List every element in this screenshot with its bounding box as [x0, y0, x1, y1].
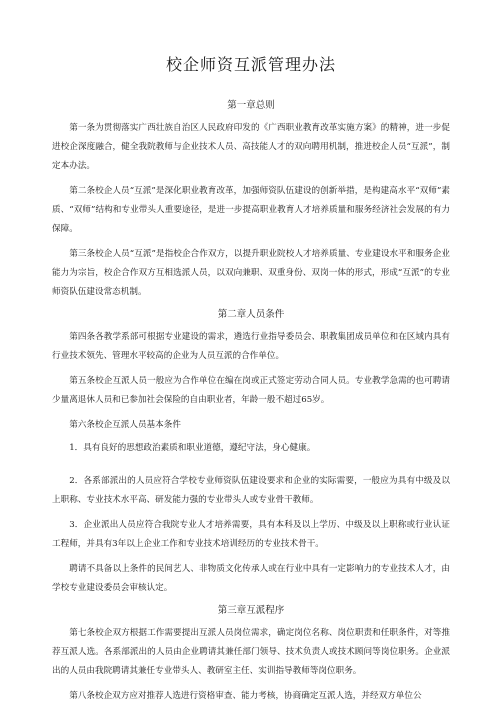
chapter-heading: 第三章互派程序 — [217, 605, 285, 616]
list-item: 1．具有良好的思想政治素质和职业道德，遵纪守法，身心健康。 — [69, 443, 316, 453]
list-item: 2．各系部派出的人员应符合学校专业师资队伍建设要求和企业的实际需要，一般应为具有中级及以上职称、专业技术水平高、研发能力强的专业带头人或专业骨干教师。 — [52, 476, 450, 505]
article-paragraph: 第三条校企人员“互派”是指校企合作双方，以提升职业院校人才培养质量、专业建设水平和服务企业能力为宗旨，校企合作双方互相选派人员，以双向兼职、双重身份、双岗一体的形式，形成“互派”的专业师资队伍建设常态机制。 — [52, 249, 450, 297]
article-paragraph: 第六条校企互派人员基本条件 — [69, 420, 181, 430]
article-paragraph: 聘请不具备以上条件的民间艺人、非物质文化传承人或在行业中具有一定影响力的专业技术人才，由学校专业建设委员会审核认定。 — [52, 564, 450, 593]
chapter-heading: 第一章总则 — [227, 100, 275, 111]
list-item: 3．企业派出人员应符合我院专业人才培养需要，具有本科及以上学历、中级及以上职称或行业认证工程师，并具有3年以上企业工作和专业技术培训经历的专业技术骨干。 — [52, 520, 450, 549]
document-title: 校企师资互派管理办法 — [165, 55, 336, 74]
article-paragraph: 第二条校企人员“互派”是深化职业教育改革，加强师资队伍建设的创新举措，是构建高水平“双师”素质、“双师”结构和专业带头人重要途径，是进一步提高职业教育人才培养质量和服务经济社会发展的有力保障。 — [52, 186, 450, 234]
article-paragraph: 第七条校企双方根据工作需要提出互派人员岗位需求，确定岗位名称、岗位职责和任职条件，对等推荐互派人选。各系部派出的人员由企业聘请其兼任部门领导、技术负责人或技术顾问等岗位职务。企业派出的人员由我院聘请其兼任专业带头人、教研室主任、实训指导教师等岗位职务。 — [52, 628, 450, 676]
article-paragraph: 第一条为贯彻落实广西壮族自治区人民政府印发的《广西职业教育改革实施方案》的精神，进一步促进校企深度融合，健全我院教师与企业技术人员、高技能人才的双向聘用机制，推进校企人员“互派”，制定本办法。 — [52, 123, 450, 171]
article-paragraph: 第八条校企双方应对推荐人选进行资格审查、能力考核，协商确定互派人选，并经双方单位公 — [69, 691, 422, 701]
article-paragraph: 第四条各教学系部可根据专业建设的需求，遴选行业指导委员会、职教集团成员单位和在区域内具有行业技术领先、管理水平较高的企业为人员互派的合作单位。 — [52, 332, 450, 361]
chapter-heading: 第二章人员条件 — [217, 309, 285, 320]
article-paragraph: 第五条校企互派人员一般应为合作单位在编在岗或正式签定劳动合同人员。专业教学急需的也可聘请少量离退休人员和已参加社会保险的自由职业者，年龄一般不超过65岁。 — [52, 376, 450, 405]
